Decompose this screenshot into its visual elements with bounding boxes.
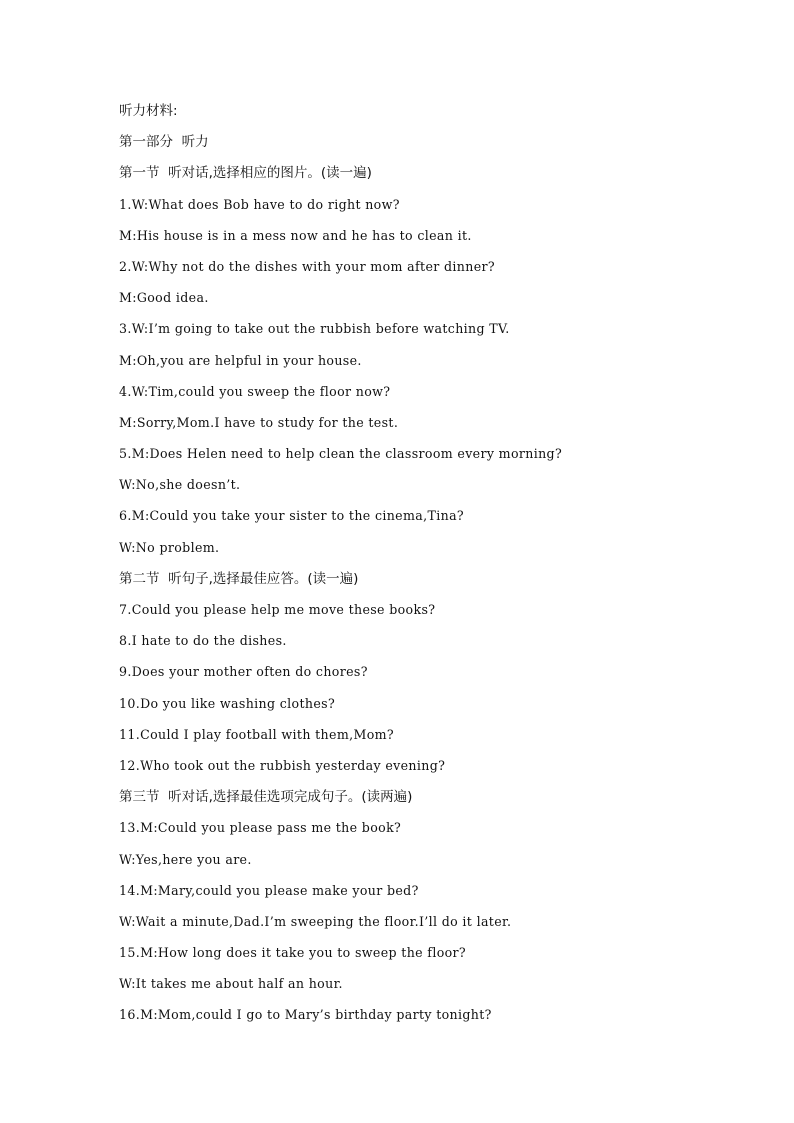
question-line: 11.Could I play football with them,Mom?: [119, 726, 395, 742]
dialog-line: 4.W:Tim,could you sweep the floor now?: [119, 383, 391, 399]
dialog-line: 6.M:Could you take your sister to the cinema,Tina?: [119, 508, 465, 524]
dialog-line: W:It takes me about half an hour.: [119, 976, 343, 992]
dialog-line: 3.W:I’m going to take out the rubbish before watching TV.: [119, 321, 510, 337]
section-heading: 第二节 听句子,选择最佳应答。(读一遍): [119, 570, 359, 587]
dialog-line: 14.M:Mary,could you please make your bed?: [119, 882, 419, 898]
question-line: 10.Do you like washing clothes?: [119, 695, 336, 711]
question-line: 9.Does your mother often do chores?: [119, 664, 368, 680]
dialog-line: 1.W:What does Bob have to do right now?: [119, 196, 400, 212]
section-heading: 第一节 听对话,选择相应的图片。(读一遍): [119, 165, 372, 182]
dialog-line: 15.M:How long does it take you to sweep the floor?: [119, 945, 467, 961]
document-body: [119, 101, 759, 1037]
material-title: 听力材料:: [119, 103, 178, 119]
question-line: 12.Who took out the rubbish yesterday evening?: [119, 757, 446, 773]
dialog-line: M:Oh,you are helpful in your house.: [119, 352, 362, 368]
dialog-line: W:Yes,here you are.: [119, 851, 252, 867]
question-line: 7.Could you please help me move these books?: [119, 602, 436, 617]
dialog-line: 2.W:Why not do the dishes with your mom after dinner?: [119, 258, 495, 274]
dialog-line: 13.M:Could you please pass me the book?: [119, 820, 402, 836]
dialog-line: M:Sorry,Mom.I have to study for the test.: [119, 414, 399, 430]
dialog-line: M:Good idea.: [119, 290, 209, 306]
question-line: 8.I hate to do the dishes.: [119, 633, 287, 649]
section-heading: 第三节 听对话,选择最佳选项完成句子。(读两遍): [119, 789, 413, 806]
dialog-line: 16.M:Mom,could I go to Mary’s birthday party tonight?: [119, 1007, 492, 1023]
dialog-line: 5.M:Does Helen need to help clean the classroom every morning?: [119, 446, 563, 462]
dialog-line: W:No,she doesn’t.: [119, 477, 241, 493]
dialog-line: W:No problem.: [119, 539, 220, 555]
part-heading: 第一部分 听力: [119, 134, 209, 151]
dialog-line: W:Wait a minute,Dad.I’m sweeping the floor.I’ll do it later.: [119, 913, 512, 929]
dialog-line: M:His house is in a mess now and he has to clean it.: [119, 227, 472, 243]
